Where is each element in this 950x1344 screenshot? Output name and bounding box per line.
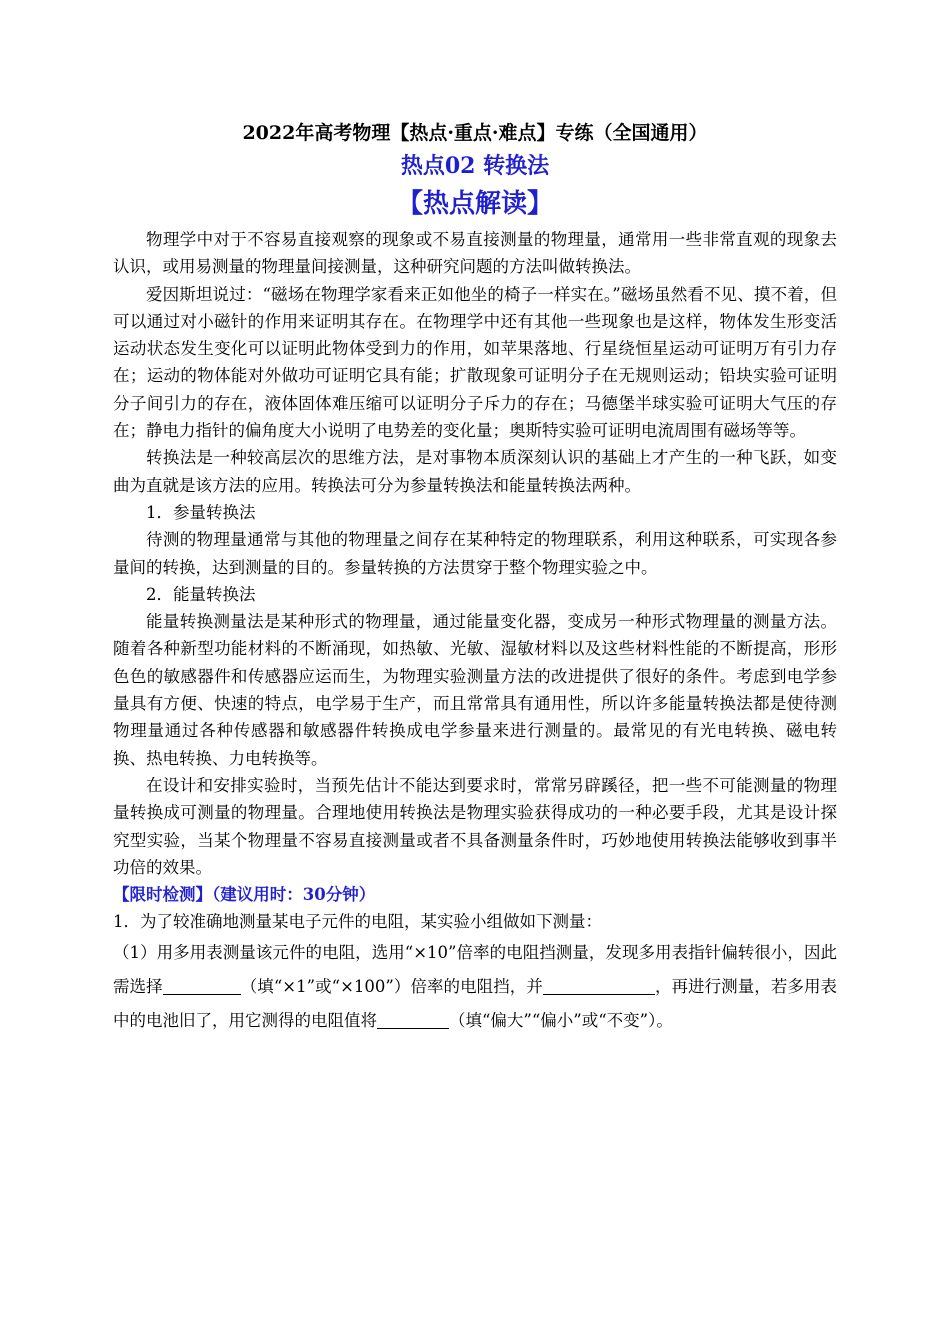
answer-blank[interactable]	[543, 976, 655, 995]
answer-blank[interactable]	[377, 1010, 449, 1029]
question-1-part-1	[113, 936, 837, 1038]
paragraph-einstein: 爱因斯坦说过：“磁场在物理学家看来正如他坐的椅子一样实在。”磁场虽然看不见、摸不着，但可以通过对小磁针的作用来证明其存在。在物理学中还有其他一些现象也是这样，物体发生形变活运动状态发生变化可以证明此物体受到力的作用，如苹果落地、行星绕恒星运动可证明万有引力存在；运动的物体能对外做功可证明它具有能；扩散现象可证明分子在无规则运动；铅块实验可证明分子间引力的存在，液体固体难压缩可以证明分子斥力的存在；马德堡半球实验可证明大气压的存在；静电力指针的偏角度大小说明了电势差的变化量；奥斯特实验可证明电流周围有磁场等等。	[113, 284, 837, 441]
paragraph-experiment-design: 在设计和安排实验时，当预先估计不能达到要求时，常常另辟蹊径，把一些不可能测量的物理量转换成可测量的物理量。合理地使用转换法是物理实验获得成功的一种必要手段，尤其是设计探究型实验，当某个物理量不容易直接测量或者不具备测量条件时，巧妙地使用转换法能够收到事半功倍的效果。	[113, 775, 837, 877]
topic-subtitle: 热点02 转换法	[400, 153, 550, 179]
question-text-segment: （1）用多用表测量该元件的电阻，选用“×10”倍率的电阻挡测量，发现多用表指针偏转很小，因此需选择	[113, 942, 837, 996]
list-item-energy-conversion: 2．能量转换法	[146, 584, 256, 604]
list-item-parameter-conversion: 1．参量转换法	[146, 502, 256, 522]
paragraph-method-types: 转换法是一种较高层次的思维方法，是对事物本质深刻认识的基础上才产生的一种飞跃，如变曲为直就是该方法的应用。转换法可分为参量转换法和能量转换法两种。	[113, 448, 837, 495]
question-text-segment: （填“×1”或“×100”）倍率的电阻挡，并	[240, 976, 543, 996]
section-heading-interpretation: 【热点解读】	[396, 189, 553, 219]
paragraph-intro: 物理学中对于不容易直接观察的现象或不易直接测量的物理量，通常用一些非常直观的现象去认识，或用易测量的物理量间接测量，这种研究问题的方法叫做转换法。	[113, 230, 837, 277]
question-1-stem: 1．为了较准确地测量某电子元件的电阻，某实验小组做如下测量：	[113, 912, 602, 932]
paragraph-parameter-conversion: 待测的物理量通常与其他的物理量之间存在某种特定的物理联系，利用这种联系，可实现各参量间的转换，达到测量的目的。参量转换的方法贯穿于整个物理实验之中。	[113, 530, 837, 577]
document-page	[113, 118, 837, 1038]
paragraph-energy-conversion: 能量转换测量法是某种形式的物理量，通过能量变化器，变成另一种形式物理量的测量方法。随着各种新型功能材料的不断涌现，如热敏、光敏、湿敏材料以及这些材料性能的不断提高，形形色色的敏感器件和传感器应运而生，为物理实验测量方法的改进提供了很好的条件。考虑到电学参量具有方便、快速的特点，电学易于生产，而且常常具有通用性，所以许多能量转换法都是使待测物理量通过各种传感器和敏感器件转换成电学参量来进行测量的。最常见的有光电转换、磁电转换、热电转换、力电转换等。	[113, 612, 837, 768]
question-text-segment: ，再进行测量，若多用表中的电池旧了，用它测得的电阻值将	[113, 976, 838, 1030]
document-title: 2022年高考物理【热点·重点·难点】专练（全国通用）	[242, 122, 708, 144]
section-label-timed-test: 【限时检测】（建议用时：30分钟）	[113, 885, 376, 905]
question-text-segment: （填“偏大”“偏小”或“不变”）。	[449, 1010, 673, 1030]
answer-blank[interactable]	[163, 976, 241, 995]
